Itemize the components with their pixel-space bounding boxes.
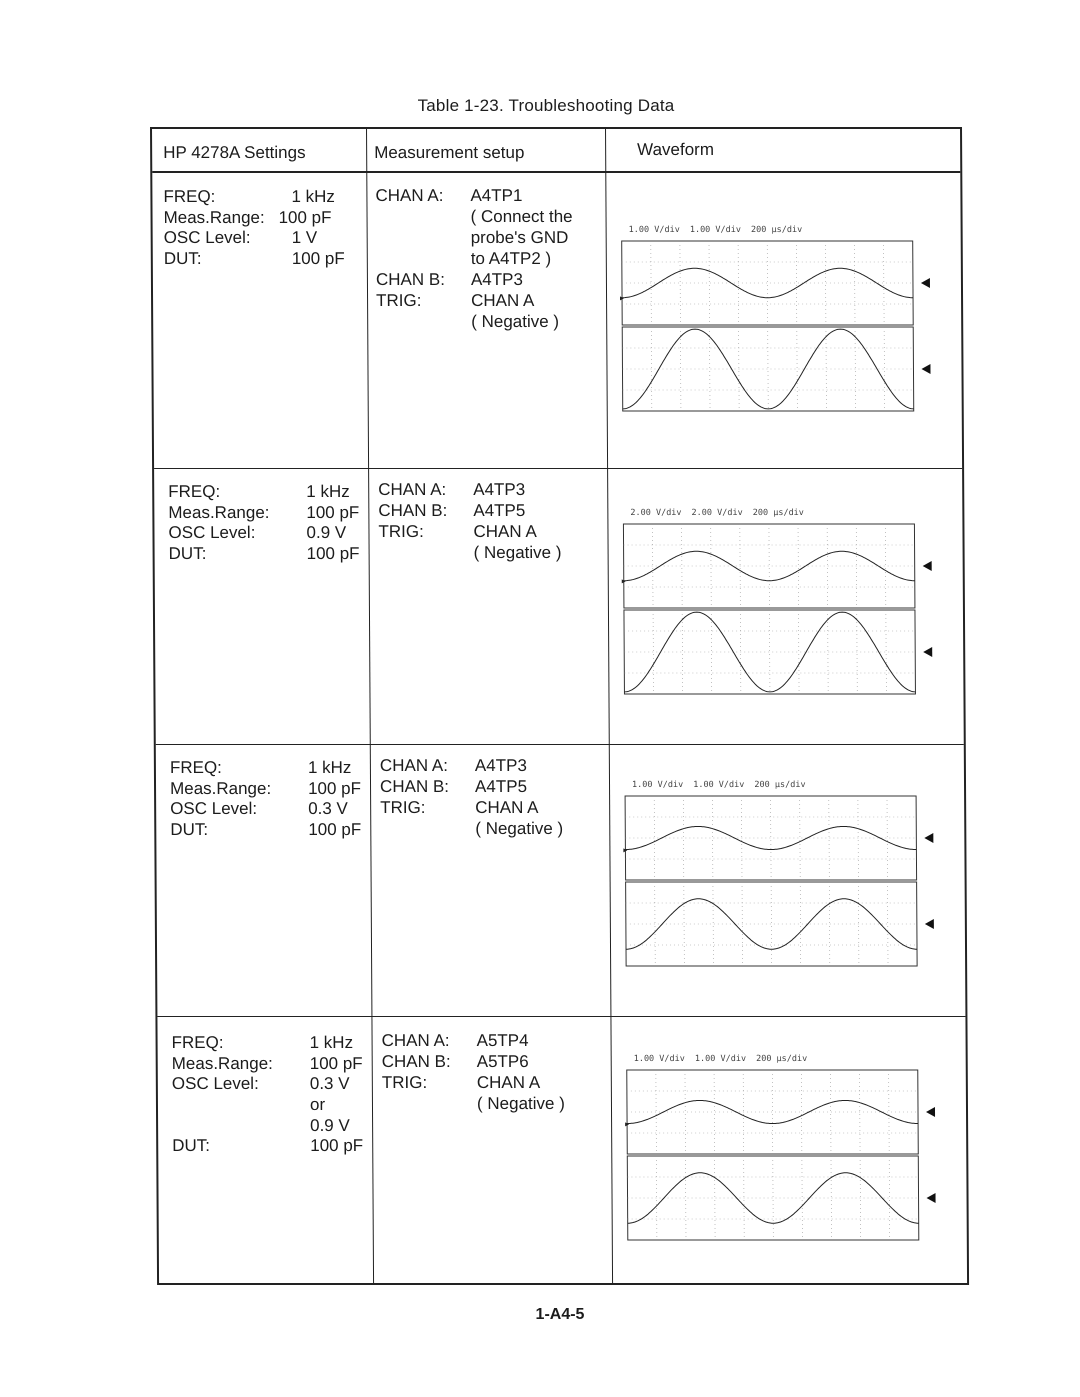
grid-line (802, 1156, 803, 1240)
grid-line (884, 241, 885, 325)
setup-value: ( Negative ) (475, 819, 564, 838)
time-scale: 200 µs/div (750, 225, 803, 235)
setting-value: 100 pF (308, 820, 362, 840)
setup-value: A4TP1 (470, 186, 523, 205)
setting-value: 100 pF (306, 544, 360, 564)
grid-line (772, 1070, 773, 1154)
scope-readout (634, 1054, 808, 1064)
channel-a-trace (627, 1101, 918, 1124)
setup-label: CHAN B: (381, 1052, 451, 1071)
grid-line (829, 882, 830, 966)
time-scale: 200 µs/div (752, 508, 804, 518)
table-row-3 (156, 744, 966, 1016)
grid-line (800, 796, 801, 880)
grid-line (884, 327, 885, 411)
setting-label: FREQ: (168, 482, 221, 501)
setting-value: 0.9 V (306, 523, 347, 543)
setting-value: 1 kHz (306, 482, 350, 501)
grid-line (771, 882, 772, 966)
time-scale: 200 µs/div (754, 780, 806, 790)
grid-line (798, 524, 799, 608)
setup-value: A4TP5 (473, 501, 526, 520)
setting-value: 100 pF (291, 249, 345, 269)
setting-label: Meas.Range: (171, 1053, 273, 1073)
grid-line (710, 327, 711, 411)
setting-label: FREQ: (169, 758, 222, 777)
settings-cell-3 (170, 758, 371, 841)
setting-label: OSC Level: (170, 799, 258, 819)
grid-line (685, 1070, 686, 1154)
grid-line (769, 524, 770, 608)
reference-arrow-icon (925, 919, 934, 929)
setup-value: A5TP6 (476, 1052, 529, 1071)
setting-label: OSC Level: (163, 228, 251, 248)
grid-line (797, 327, 798, 411)
setup-value: A4TP3 (474, 756, 527, 775)
grid-line (889, 1156, 890, 1240)
oscilloscope-display-3 (622, 778, 948, 968)
grid-line (684, 882, 685, 966)
grid-line (885, 524, 886, 608)
setup-value: CHAN A (471, 291, 535, 310)
grid-line (712, 796, 713, 880)
channel-b-trace (622, 329, 913, 409)
table-header (152, 129, 960, 173)
setting-value: 1 kHz (307, 758, 352, 777)
reference-arrow-icon (923, 561, 932, 571)
trigger-marker: ▸ (623, 845, 628, 855)
ch1-scale: 1.00 V/div (628, 225, 680, 235)
ch1-scale: 1.00 V/div (631, 780, 684, 790)
grid-line (680, 241, 681, 325)
grid-line (796, 241, 797, 325)
table-row-2 (154, 468, 964, 744)
setting-label: FREQ: (171, 1033, 224, 1052)
grid-line (711, 610, 712, 694)
setup-value: CHAN A (476, 1073, 541, 1092)
trigger-marker: ▸ (625, 1119, 630, 1129)
page-number: 1-A4-5 (535, 1306, 585, 1323)
setup-label: CHAN B: (379, 777, 450, 796)
settings-cell-2 (168, 482, 369, 565)
setting-label: DUT: (170, 820, 209, 840)
setting-label: DUT: (168, 544, 207, 564)
grid-line (768, 327, 769, 411)
setup-value: ( Negative ) (471, 312, 560, 331)
ch2-scale: 1.00 V/div (693, 780, 745, 790)
setting-value: 100 pF (310, 1136, 364, 1156)
grid-line (831, 1156, 832, 1240)
grid-line (714, 1070, 715, 1154)
setting-label: Meas.Range: (169, 778, 272, 798)
setup-value: A5TP4 (476, 1031, 529, 1050)
setting-value: 100 pF (307, 778, 362, 798)
grid-line (711, 524, 712, 608)
grid-line (800, 882, 801, 966)
grid-line (682, 524, 683, 608)
ch1-scale: 2.00 V/div (630, 508, 682, 518)
setup-cell-4 (382, 1031, 608, 1115)
reference-arrow-icon (921, 364, 930, 374)
table-row-4 (157, 1016, 967, 1285)
grid-line (825, 241, 826, 325)
setup-value: CHAN A (473, 522, 537, 541)
oscilloscope-display-2 (620, 506, 946, 696)
grid-line (827, 524, 828, 608)
setting-value: 0.3 V (308, 799, 348, 819)
setup-label: CHAN A: (381, 1031, 450, 1050)
scope-readout (632, 780, 806, 790)
header-settings: HP 4278A Settings (163, 143, 306, 162)
setup-label: TRIG: (380, 798, 426, 817)
grid-line (886, 610, 887, 694)
setting-value: 100 pF (309, 1053, 363, 1073)
grid-line (769, 610, 770, 694)
ch1-scale: 1.00 V/div (633, 1054, 685, 1064)
grid-line (682, 610, 683, 694)
grid-line (889, 1070, 890, 1154)
grid-line (887, 796, 888, 880)
grid-line (799, 610, 800, 694)
scope-readout (629, 225, 803, 235)
reference-arrow-icon (926, 1107, 935, 1117)
grid-line (773, 1156, 774, 1240)
setting-label: DUT: (172, 1136, 211, 1156)
grid-line (830, 1070, 831, 1154)
setup-value: ( Connect the (470, 207, 573, 226)
setup-value: CHAN A (475, 798, 539, 817)
ch2-scale: 2.00 V/div (691, 508, 743, 518)
reference-arrow-icon (924, 833, 933, 843)
trigger-marker: ▸ (621, 576, 626, 586)
oscilloscope-display-1 (619, 223, 945, 413)
grid-line (771, 796, 772, 880)
setup-label: TRIG: (378, 522, 424, 541)
grid-line (829, 796, 830, 880)
setting-value: 1 kHz (291, 187, 335, 206)
channel-a-trace (625, 827, 916, 850)
reference-arrow-icon (923, 647, 932, 657)
ch2-scale: 1.00 V/div (689, 225, 742, 235)
setup-label: TRIG: (381, 1073, 428, 1092)
setting-label: FREQ: (163, 187, 216, 206)
setup-label: CHAN A: (379, 756, 448, 775)
grid-line (683, 796, 684, 880)
ch2-scale: 1.00 V/div (694, 1054, 747, 1064)
table-caption: Table 1-23. Troubleshooting Data (417, 96, 675, 115)
setup-value: A4TP3 (473, 480, 526, 499)
grid-line (801, 1070, 802, 1154)
scope-readout (630, 508, 804, 518)
setup-cell-2 (378, 480, 604, 564)
setup-value: ( Negative ) (476, 1094, 565, 1113)
time-scale: 200 µs/div (756, 1054, 808, 1064)
grid-line (888, 882, 889, 966)
setup-label: CHAN B: (378, 501, 448, 520)
table-row-1 (152, 173, 962, 468)
grid-line (767, 241, 768, 325)
grid-line (828, 610, 829, 694)
setup-label: CHAN A: (378, 480, 447, 499)
channel-b-trace (624, 612, 915, 692)
setup-label: CHAN B: (375, 270, 445, 289)
grid-line (713, 882, 714, 966)
grid-line (715, 1156, 716, 1240)
setting-label: DUT: (163, 249, 202, 269)
reference-arrow-icon (921, 278, 930, 288)
header-waveform: Waveform (637, 140, 715, 159)
trigger-marker: ▸ (620, 293, 625, 303)
setting-value: 100 pF (278, 207, 332, 227)
setup-cell-1 (375, 186, 601, 333)
settings-cell-1 (163, 187, 364, 270)
setting-value: or (309, 1095, 326, 1115)
setup-value: probe's GND (470, 228, 569, 247)
setting-value: 1 V (291, 228, 318, 248)
setup-cell-3 (380, 756, 606, 840)
header-setup: Measurement setup (374, 143, 525, 162)
grid-line (709, 241, 710, 325)
setting-value: 0.9 V (310, 1115, 350, 1135)
setting-value: 100 pF (306, 502, 360, 522)
setting-value: 0.3 V (309, 1074, 350, 1094)
setup-value: A4TP3 (470, 270, 523, 289)
setup-value: to A4TP2 ) (470, 249, 552, 268)
oscilloscope-display-4 (624, 1052, 950, 1242)
setup-value: A4TP5 (474, 777, 528, 796)
grid-line (680, 327, 681, 411)
grid-line (685, 1156, 686, 1240)
setup-label: TRIG: (376, 291, 422, 310)
troubleshooting-table (150, 127, 969, 1285)
reference-arrow-icon (927, 1193, 936, 1203)
grid-line (826, 327, 827, 411)
setup-label: CHAN A: (375, 186, 444, 205)
setting-label: OSC Level: (171, 1074, 259, 1094)
setting-label: Meas.Range: (163, 207, 265, 227)
setting-value: 1 kHz (309, 1033, 354, 1052)
setup-value: ( Negative ) (473, 543, 562, 562)
setting-label: Meas.Range: (168, 502, 270, 522)
settings-cell-4 (172, 1033, 373, 1157)
setting-label: OSC Level: (168, 523, 256, 543)
